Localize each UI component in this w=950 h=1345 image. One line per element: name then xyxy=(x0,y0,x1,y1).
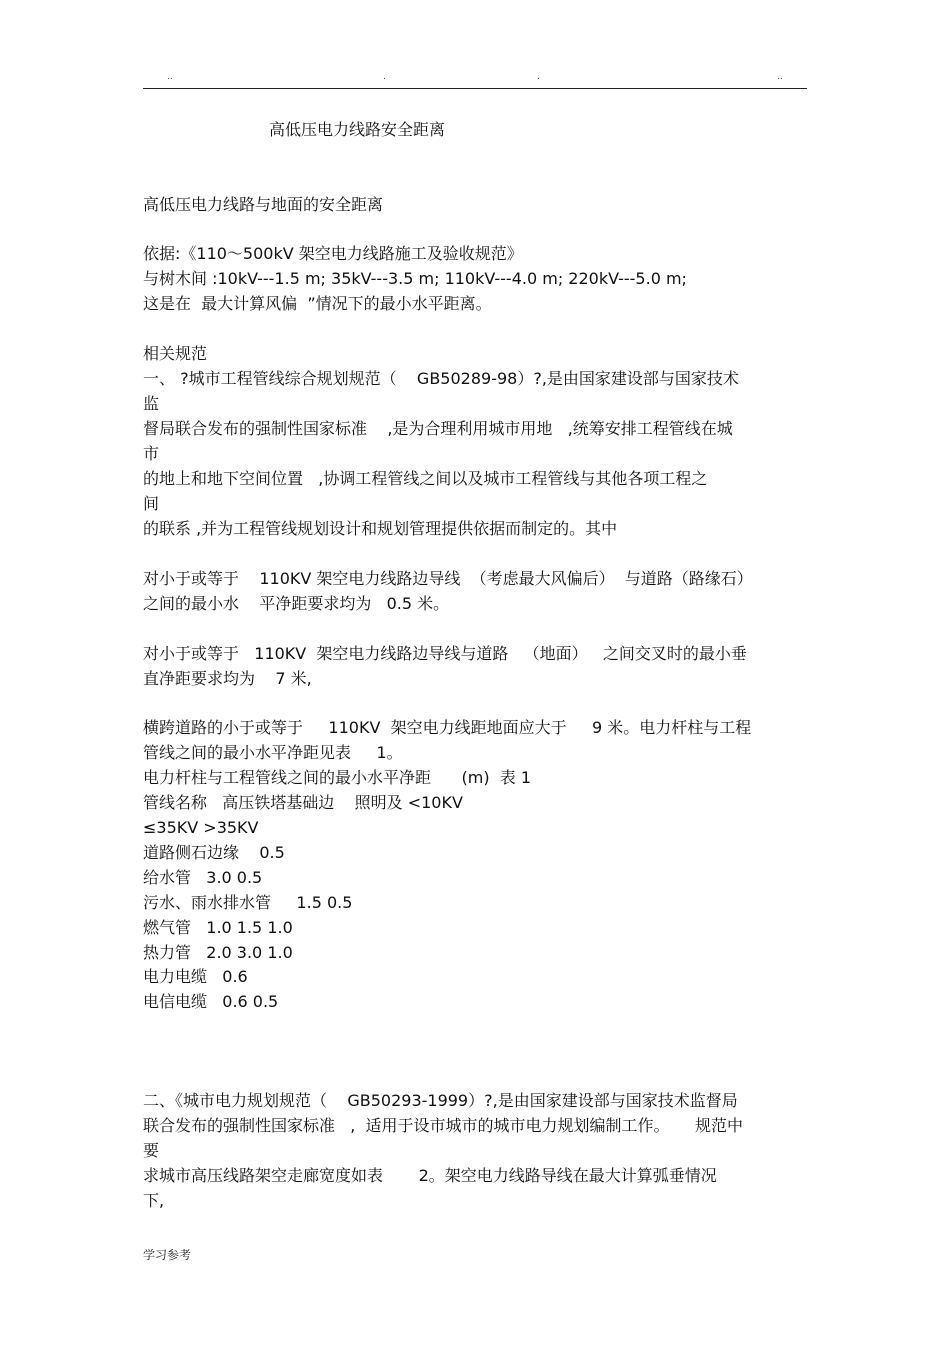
header-mark: .. xyxy=(777,72,783,82)
text-line: 下, xyxy=(143,1191,165,1210)
text-line: 要 xyxy=(143,1141,160,1160)
section-heading: 高低压电力线路与地面的安全距离 xyxy=(143,195,384,214)
table-header: 管线名称 高压铁塔基础边 照明及 <10KV xyxy=(143,793,463,812)
header-mark: . xyxy=(383,72,386,82)
text-line: 直净距要求均为 7 米, xyxy=(143,669,312,688)
text-line: 这是在 最大计算风偏 ”情况下的最小水平距离。 xyxy=(143,294,492,313)
table-row: 给水管 3.0 0.5 xyxy=(143,868,263,887)
header-divider xyxy=(143,88,807,89)
header-marks xyxy=(143,72,807,86)
document-title: 高低压电力线路安全距离 xyxy=(269,120,446,139)
text-line: 与树木间 :10kV---1.5 m; 35kV---3.5 m; 110kV---4.0 m; 220kV---5.0 m; xyxy=(143,269,687,288)
text-line: 督局联合发布的强制性国家标准 ,是为合理利用城市用地 ,统筹安排工程管线在城 xyxy=(143,419,733,438)
text-line: 对小于或等于 110KV 架空电力线路边导线 （考虑最大风偏后） 与道路（路缘石） xyxy=(143,569,753,588)
table-row: 道路侧石边缘 0.5 xyxy=(143,843,285,862)
text-line: 管线之间的最小水平净距见表 1。 xyxy=(143,743,403,762)
header-mark: .. xyxy=(167,72,173,82)
text-line: 的联系 ,并为工程管线规划设计和规划管理提供依据而制定的。其中 xyxy=(143,519,618,538)
section-heading: 相关规范 xyxy=(143,344,208,363)
table-row: 电信电缆 0.6 0.5 xyxy=(143,992,279,1011)
table-row: 污水、雨水排水管 1.5 0.5 xyxy=(143,893,353,912)
header-mark: . xyxy=(537,72,540,82)
text-line: 求城市高压线路架空走廊宽度如表 2。架空电力线路导线在最大计算弧垂情况 xyxy=(143,1166,717,1185)
text-line: 依据:《110～500kV 架空电力线路施工及验收规范》 xyxy=(143,244,523,263)
text-line: 之间的最小水 平净距要求均为 0.5 米。 xyxy=(143,594,450,613)
text-line: 监 xyxy=(143,394,160,413)
text-line: 对小于或等于 110KV 架空电力线路边导线与道路 （地面） 之间交叉时的最小垂 xyxy=(143,644,747,663)
table-caption: 电力杆柱与工程管线之间的最小水平净距 (m) 表 1 xyxy=(143,768,532,787)
table-row: 电力电缆 0.6 xyxy=(143,967,248,986)
text-line: 联合发布的强制性国家标准 , 适用于设市城市的城市电力规划编制工作。 规范中 xyxy=(143,1116,743,1135)
text-line: 横跨道路的小于或等于 110KV 架空电力线距地面应大于 9 米。电力杆柱与工程 xyxy=(143,718,752,737)
text-line: 一、 ?城市工程管线综合规划规范（ GB50289-98）?,是由国家建设部与国家技术 xyxy=(143,369,739,388)
text-line: 市 xyxy=(143,444,160,463)
table-header: ≤35KV >35KV xyxy=(143,818,259,837)
table-row: 热力管 2.0 3.0 1.0 xyxy=(143,943,293,962)
table-row: 燃气管 1.0 1.5 1.0 xyxy=(143,918,293,937)
text-line: 的地上和地下空间位置 ,协调工程管线之间以及城市工程管线与其他各项工程之 xyxy=(143,469,708,488)
text-line: 间 xyxy=(143,494,160,513)
page-footer: 学习参考 xyxy=(143,1248,192,1262)
text-line: 二、《城市电力规划规范（ GB50293-1999）?,是由国家建设部与国家技术监督局 xyxy=(143,1091,738,1110)
